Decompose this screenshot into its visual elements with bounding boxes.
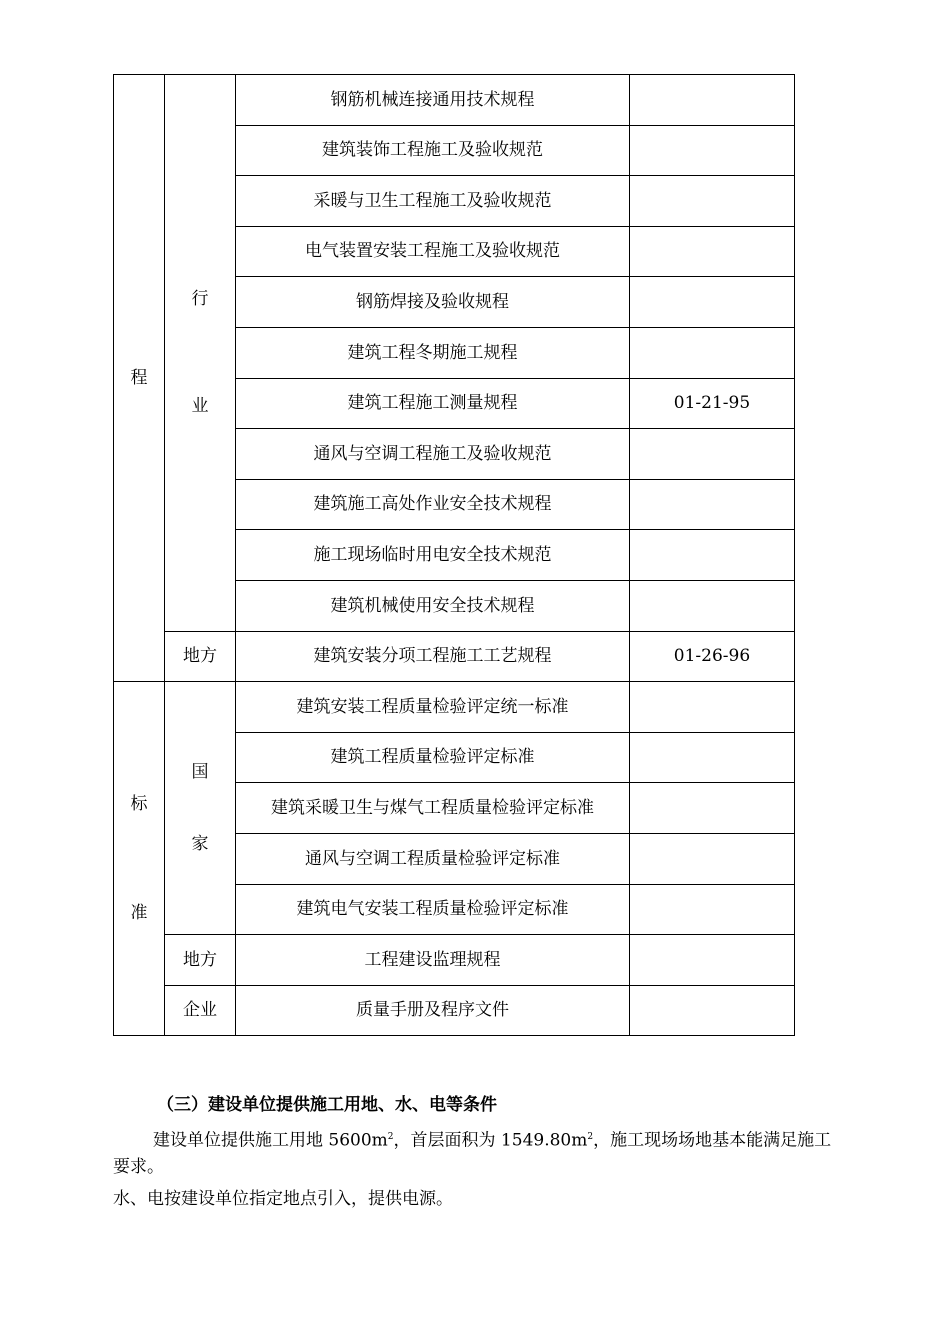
paragraph-utilities: 水、电按建设单位指定地点引入，提供电源。 <box>113 1189 453 1209</box>
subcategory-cell-difang: 地方 <box>165 631 236 682</box>
table-row <box>114 935 795 986</box>
standard-name: 建筑施工高处作业安全技术规程 <box>236 479 630 530</box>
standard-code <box>630 479 795 530</box>
standard-name: 建筑装饰工程施工及验收规范 <box>236 125 630 176</box>
paragraph-text: ，施工现场场地基本能满足施工要求。 <box>113 1130 832 1177</box>
superscript: 2 <box>387 1132 394 1142</box>
subcategory-char: 行 <box>191 289 209 310</box>
standard-name: 质量手册及程序文件 <box>236 985 630 1036</box>
category-char: 标 <box>130 794 148 815</box>
standard-name: 建筑工程质量检验评定标准 <box>236 732 630 783</box>
standard-name: 施工现场临时用电安全技术规范 <box>236 530 630 581</box>
section-heading: （三）建设单位提供施工用地、水、电等条件 <box>157 1095 497 1115</box>
standard-code: 01-26-96 <box>630 631 795 682</box>
category-char: 准 <box>130 902 148 923</box>
standard-code <box>630 530 795 581</box>
standard-name: 通风与空调工程施工及验收规范 <box>236 429 630 480</box>
standard-code <box>630 732 795 783</box>
standard-code <box>630 833 795 884</box>
standard-name: 建筑工程施工测量规程 <box>236 378 630 429</box>
standard-name: 钢筋机械连接通用技术规程 <box>236 75 630 126</box>
standard-name: 建筑工程冬期施工规程 <box>236 327 630 378</box>
standard-code <box>630 327 795 378</box>
subcategory-cell-guojia <box>165 682 236 935</box>
superscript: 2 <box>587 1132 594 1142</box>
standard-name: 建筑安装分项工程施工工艺规程 <box>236 631 630 682</box>
table-row <box>114 75 795 126</box>
table-row <box>114 631 795 682</box>
standard-name: 钢筋焊接及验收规程 <box>236 277 630 328</box>
paragraph-text: 建设单位提供施工用地 5600m <box>153 1130 388 1151</box>
standard-name: 建筑电气安装工程质量检验评定标准 <box>236 884 630 935</box>
standard-code <box>630 884 795 935</box>
standard-code <box>630 176 795 227</box>
standard-code <box>630 783 795 834</box>
subcategory-char: 业 <box>191 395 209 416</box>
standard-name: 建筑安装工程质量检验评定统一标准 <box>236 682 630 733</box>
standard-code <box>630 429 795 480</box>
subcategory-cell-difang: 地方 <box>165 935 236 986</box>
standard-name: 建筑采暖卫生与煤气工程质量检验评定标准 <box>236 783 630 834</box>
subcategory-cell-qiye: 企业 <box>165 985 236 1036</box>
subcategory-char: 家 <box>191 834 209 855</box>
subcategory-char: 国 <box>191 761 209 782</box>
table-row <box>114 682 795 733</box>
standard-name: 电气装置安装工程施工及验收规范 <box>236 226 630 277</box>
standard-code <box>630 935 795 986</box>
standard-code <box>630 985 795 1036</box>
subcategory-cell-hangye <box>165 75 236 632</box>
standards-table <box>113 74 795 1036</box>
paragraph-text: ，首层面积为 1549.80m <box>393 1130 588 1151</box>
category-cell-biaozhun <box>114 682 165 1036</box>
standard-name: 工程建设监理规程 <box>236 935 630 986</box>
standard-code: 01-21-95 <box>630 378 795 429</box>
table-row <box>114 985 795 1036</box>
standard-name: 通风与空调工程质量检验评定标准 <box>236 833 630 884</box>
standard-code <box>630 277 795 328</box>
standard-code <box>630 75 795 126</box>
standard-code <box>630 682 795 733</box>
standard-code <box>630 125 795 176</box>
standard-name: 采暖与卫生工程施工及验收规范 <box>236 176 630 227</box>
paragraph-site-conditions <box>113 1124 843 1180</box>
standard-code <box>630 580 795 631</box>
standard-code <box>630 226 795 277</box>
standard-name: 建筑机械使用安全技术规程 <box>236 580 630 631</box>
category-cell-guicheng: 程 <box>114 75 165 682</box>
